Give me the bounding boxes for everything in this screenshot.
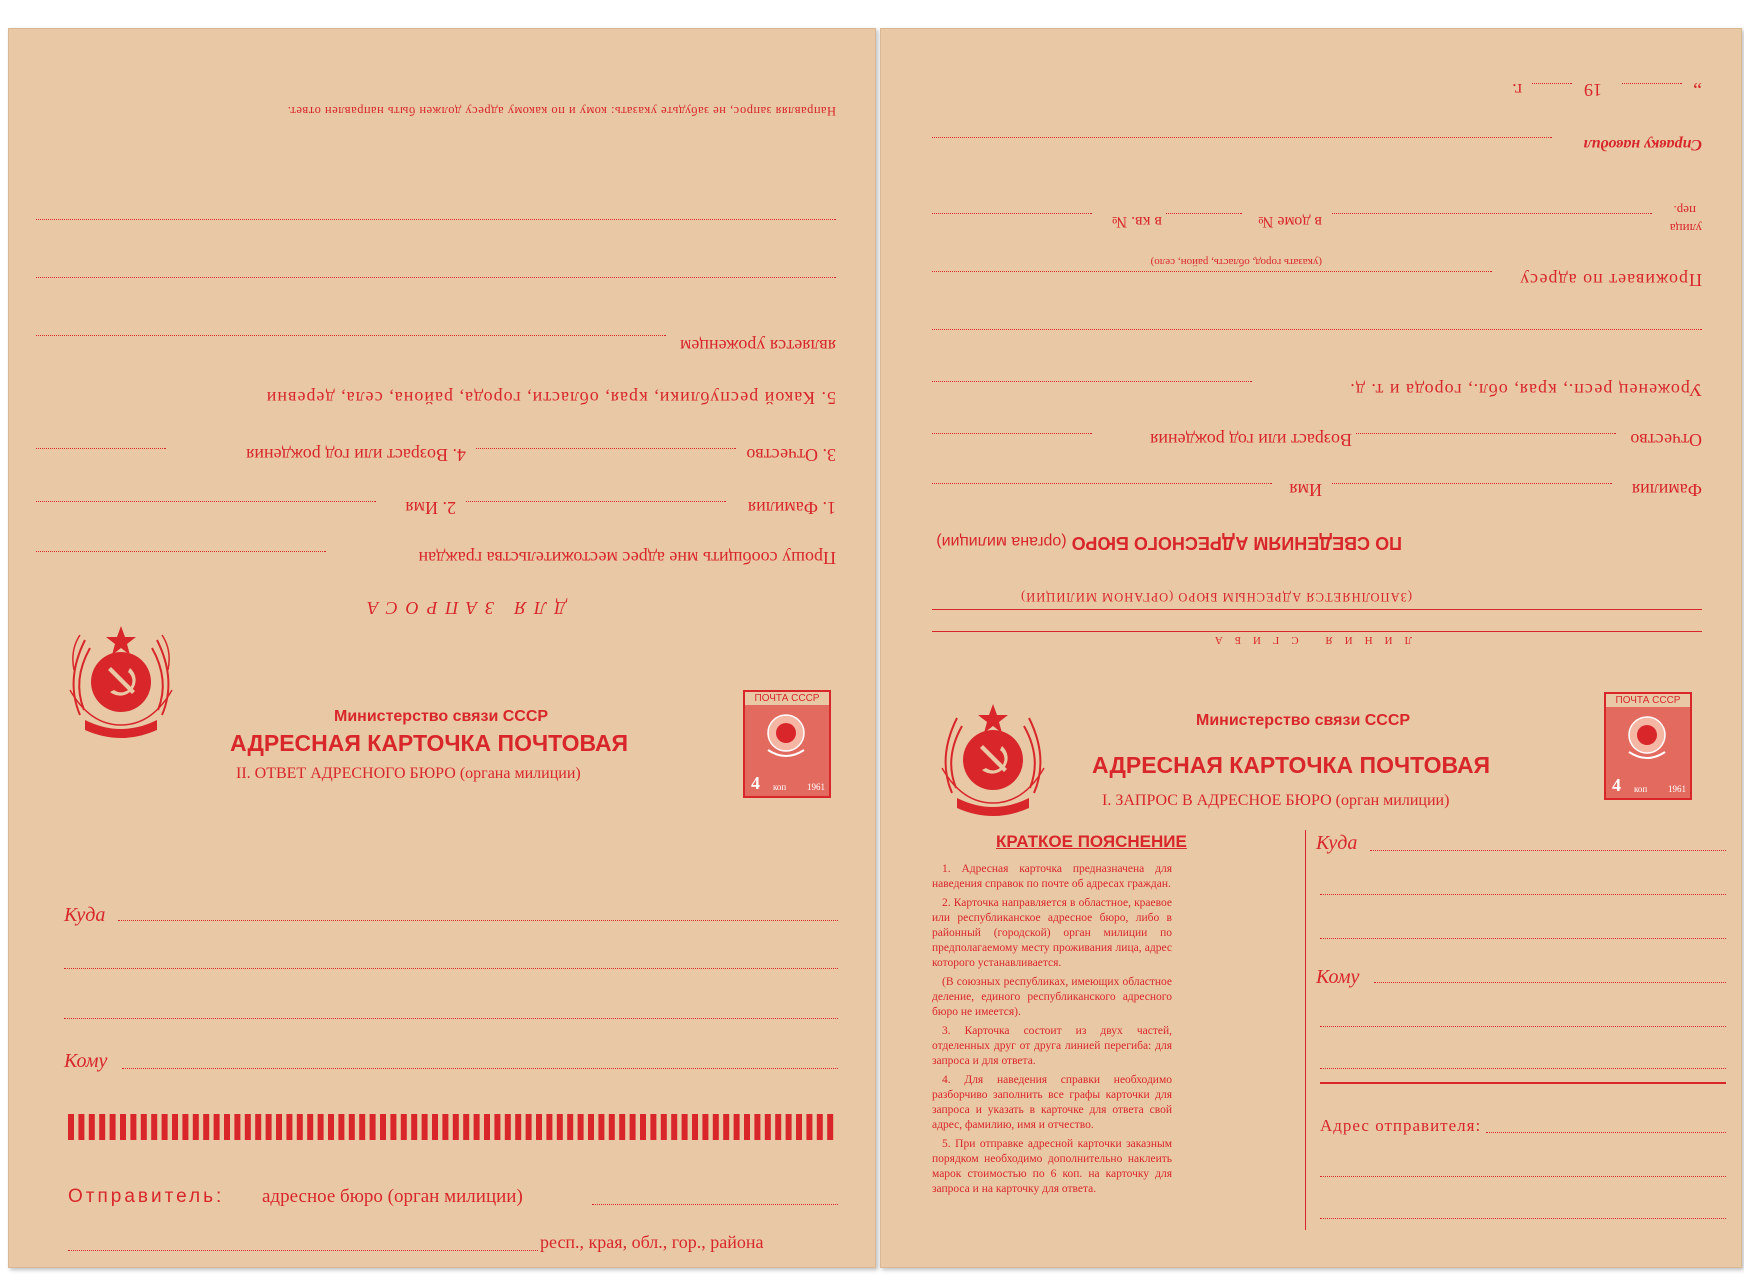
apt-label: в кв. № (1111, 213, 1162, 230)
explanation-title: КРАТКОЕ ПОЯСНЕНИЕ (996, 832, 1187, 851)
code-bar (380, 1114, 386, 1140)
native-label: Уроженец респ., края, обл., города и т. д. (1349, 380, 1702, 400)
code-bar (692, 1114, 698, 1140)
postage-stamp (1604, 692, 1692, 800)
code-bar (588, 1114, 594, 1140)
lives-label: Проживает по адресу (1519, 270, 1702, 290)
stamp-unit: коп (1634, 784, 1648, 794)
stamp-emblem-icon (1624, 712, 1670, 762)
code-bar (557, 1114, 563, 1140)
answer-section-inverted (880, 28, 1742, 648)
stamp-emblem-icon (763, 710, 809, 760)
code-bar (432, 1114, 438, 1140)
ussr-emblem-icon (932, 698, 1054, 824)
explanation-item: 2. Карточка направляется в областное, краевое или республиканское адресное бюро, либо в районный (городской) орган милиции по предполагаемому месту проживания лица, адрес которого устанавливается. (932, 897, 1172, 969)
code-bar (68, 1114, 74, 1140)
code-bar (99, 1114, 105, 1140)
code-bar (827, 1114, 833, 1140)
surname-label: Фамилия (1631, 480, 1702, 500)
request-card (880, 28, 1742, 1268)
code-bar (526, 1114, 532, 1140)
code-bar (536, 1114, 542, 1140)
code-bar (349, 1114, 355, 1140)
code-bar (609, 1114, 615, 1140)
stamp-year: 1961 (807, 782, 825, 792)
stamp-value: 4 (1612, 775, 1621, 795)
ministry-label: Министерство связи СССР (1196, 712, 1411, 729)
code-bar (671, 1114, 677, 1140)
code-bar (390, 1114, 396, 1140)
code-bar (245, 1114, 251, 1140)
code-bar (307, 1114, 313, 1140)
sender-line-3[interactable] (1320, 1218, 1726, 1219)
code-bar (796, 1114, 802, 1140)
request-intro: Прошу сообщить мне адрес местожительства граждан (418, 548, 836, 568)
age-label: Возраст или год рождения (1150, 430, 1352, 450)
sender-label: Отправитель: (68, 1186, 225, 1207)
code-bar (578, 1114, 584, 1140)
code-bar (214, 1114, 220, 1140)
street-label: улица (1669, 221, 1702, 236)
where-line-2[interactable] (64, 968, 838, 969)
subtitle-main: I. ЗАПРОС В АДРЕСНОЕ БЮРО (1102, 792, 1332, 809)
code-bar (775, 1114, 781, 1140)
code-bar (546, 1114, 552, 1140)
fold-line-label: ЛИНИЯ СГИБА (1202, 634, 1412, 646)
code-bar (474, 1114, 480, 1140)
subtitle-paren: (органа милиции) (459, 765, 581, 782)
code-bar (442, 1114, 448, 1140)
where-line-2[interactable] (1320, 894, 1726, 895)
code-bar (630, 1114, 636, 1140)
code-bar (640, 1114, 646, 1140)
code-bar (203, 1114, 209, 1140)
whom-line-3[interactable] (1320, 1068, 1726, 1069)
code-bar (702, 1114, 708, 1140)
where-line-1[interactable] (1370, 850, 1726, 851)
sender-line-2[interactable] (1320, 1176, 1726, 1177)
field-patronymic-label: 3. Отчество (746, 445, 836, 465)
code-bar (89, 1114, 95, 1140)
code-bar (806, 1114, 812, 1140)
explanation-item: (В союзных республиках, имеющих областное деление, единого республиканского адресного бюро не имеется). (932, 976, 1172, 1018)
code-bar (650, 1114, 656, 1140)
request-section-inverted (8, 28, 876, 618)
where-line-1[interactable] (118, 920, 838, 921)
code-bar (182, 1114, 188, 1140)
explanation-item: 1. Адресная карточка предназначена для наведения справок по почте об адресах граждан. (932, 863, 1172, 890)
card-title: АДРЕСНАЯ КАРТОЧКА ПОЧТОВАЯ (1092, 752, 1491, 778)
sender-address-label: Адрес отправителя: (1320, 1116, 1482, 1135)
card-subtitle (1102, 792, 1449, 810)
whom-label: Кому (1316, 966, 1360, 988)
date-year: 19 (1584, 80, 1602, 100)
lane-label: пер. (1673, 203, 1696, 218)
sender-region: респ., края, обл., гор., района (540, 1232, 764, 1252)
date-suffix: г. (1512, 80, 1522, 100)
code-bar (494, 1114, 500, 1140)
subtitle-paren: (орган милиции) (1335, 792, 1450, 809)
code-bar (141, 1114, 147, 1140)
code-bar (422, 1114, 428, 1140)
patronymic-label: Отчество (1630, 430, 1702, 450)
reply-card (8, 28, 876, 1268)
whom-line-1[interactable] (1374, 982, 1726, 983)
code-bar (234, 1114, 240, 1140)
code-bar (130, 1114, 136, 1140)
whom-line[interactable] (122, 1068, 838, 1069)
code-bar (682, 1114, 688, 1140)
code-bar (515, 1114, 521, 1140)
field-name-label: 2. Имя (405, 498, 456, 518)
section-title: ДЛЯ ЗАПРОСА (359, 598, 566, 618)
code-bar (723, 1114, 729, 1140)
explanation-item: 3. Карточка состоит из двух частей, отделенных друг от друга линией перегиба: для запроса и для ответа. (932, 1025, 1172, 1067)
sender-line-1[interactable] (1486, 1132, 1726, 1133)
code-bar (453, 1114, 459, 1140)
postal-code-bars (68, 1114, 840, 1142)
code-bar (567, 1114, 573, 1140)
stamp-value: 4 (751, 773, 760, 793)
code-bar (286, 1114, 292, 1140)
explanation-list (932, 862, 1172, 1201)
explanation-item: 5. При отправке адресной карточки заказным порядком необходимо дополнительно наклеить марок стоимостью по 6 коп. на карточку для запроса и на карточку для ответа. (932, 1138, 1172, 1195)
code-bar (484, 1114, 490, 1140)
bureau-info-main: ПО СВЕДЕНИЯМ АДРЕСНОГО БЮРО (1071, 533, 1402, 553)
code-bar (255, 1114, 261, 1140)
code-bar (193, 1114, 199, 1140)
card-subtitle (236, 765, 581, 783)
code-bar (338, 1114, 344, 1140)
code-bar (598, 1114, 604, 1140)
code-bar (401, 1114, 407, 1140)
date-quote: „ (1693, 81, 1702, 103)
house-label: в доме № (1258, 213, 1322, 230)
code-bar (78, 1114, 84, 1140)
stamp-year: 1961 (1668, 784, 1686, 794)
code-bar (276, 1114, 282, 1140)
address-hint: (указать город, область, район, село) (1150, 256, 1322, 268)
code-bar (224, 1114, 230, 1140)
field-origin-line2: является уроженцем (679, 336, 836, 356)
code-bar (463, 1114, 469, 1140)
where-label: Куда (64, 904, 106, 926)
code-bar (359, 1114, 365, 1140)
code-bar (162, 1114, 168, 1140)
code-bar (370, 1114, 376, 1140)
bureau-info-paren: (органа милиции) (936, 533, 1067, 550)
column-divider (1305, 830, 1306, 1230)
code-bar (619, 1114, 625, 1140)
explanation-item: 4. Для наведения справки необходимо разборчиво заполнить все графы карточки для запроса и указать в карточке для ответа свой адрес, фамилию, имя и отчество. (932, 1074, 1172, 1131)
code-bar (120, 1114, 126, 1140)
code-bar (734, 1114, 740, 1140)
field-age-label: 4. Возраст или год рождения (246, 445, 466, 465)
code-bar (713, 1114, 719, 1140)
reference-by: Справку наводил (1583, 136, 1702, 153)
where-line-3[interactable] (1320, 938, 1726, 939)
code-bar (744, 1114, 750, 1140)
code-bar (411, 1114, 417, 1140)
code-bar (266, 1114, 272, 1140)
top-note: Направляя запрос, не забудьте указать: кому и по какому адресу должен быть направлен ответ. (287, 104, 836, 118)
code-bar (172, 1114, 178, 1140)
code-bar (110, 1114, 116, 1140)
where-line-3[interactable] (64, 1018, 838, 1019)
postage-stamp (743, 690, 831, 798)
ussr-emblem-icon (60, 620, 182, 746)
stamp-header: ПОЧТА СССР (1606, 694, 1690, 707)
code-bar (765, 1114, 771, 1140)
sender-value: адресное бюро (орган милиции) (262, 1186, 523, 1207)
ministry-label: Министерство связи СССР (334, 708, 549, 725)
filled-by-note: (ЗАПОЛНЯЕТСЯ АДРЕСНЫМ БЮРО (ОРГАНОМ МИЛИЦИИ) (1020, 590, 1412, 604)
bureau-info (936, 532, 1402, 553)
whom-label: Кому (64, 1050, 108, 1072)
code-bar (297, 1114, 303, 1140)
card-title: АДРЕСНАЯ КАРТОЧКА ПОЧТОВАЯ (230, 730, 629, 756)
code-bar (817, 1114, 823, 1140)
code-bar (505, 1114, 511, 1140)
stamp-header: ПОЧТА СССР (745, 692, 829, 705)
subtitle-main: II. ОТВЕТ АДРЕСНОГО БЮРО (236, 765, 456, 782)
field-origin-line1: 5. Какой республики, края, области, города, района, села, деревни (265, 388, 836, 408)
address-separator (1320, 1082, 1726, 1084)
code-bar (328, 1114, 334, 1140)
code-bar (786, 1114, 792, 1140)
whom-line-2[interactable] (1320, 1026, 1726, 1027)
stamp-unit: коп (773, 782, 787, 792)
code-bar (661, 1114, 667, 1140)
where-label: Куда (1316, 832, 1358, 854)
field-surname-label: 1. Фамилия (747, 498, 836, 518)
name-label: Имя (1289, 480, 1322, 500)
code-bar (754, 1114, 760, 1140)
code-bar (151, 1114, 157, 1140)
code-bar (318, 1114, 324, 1140)
